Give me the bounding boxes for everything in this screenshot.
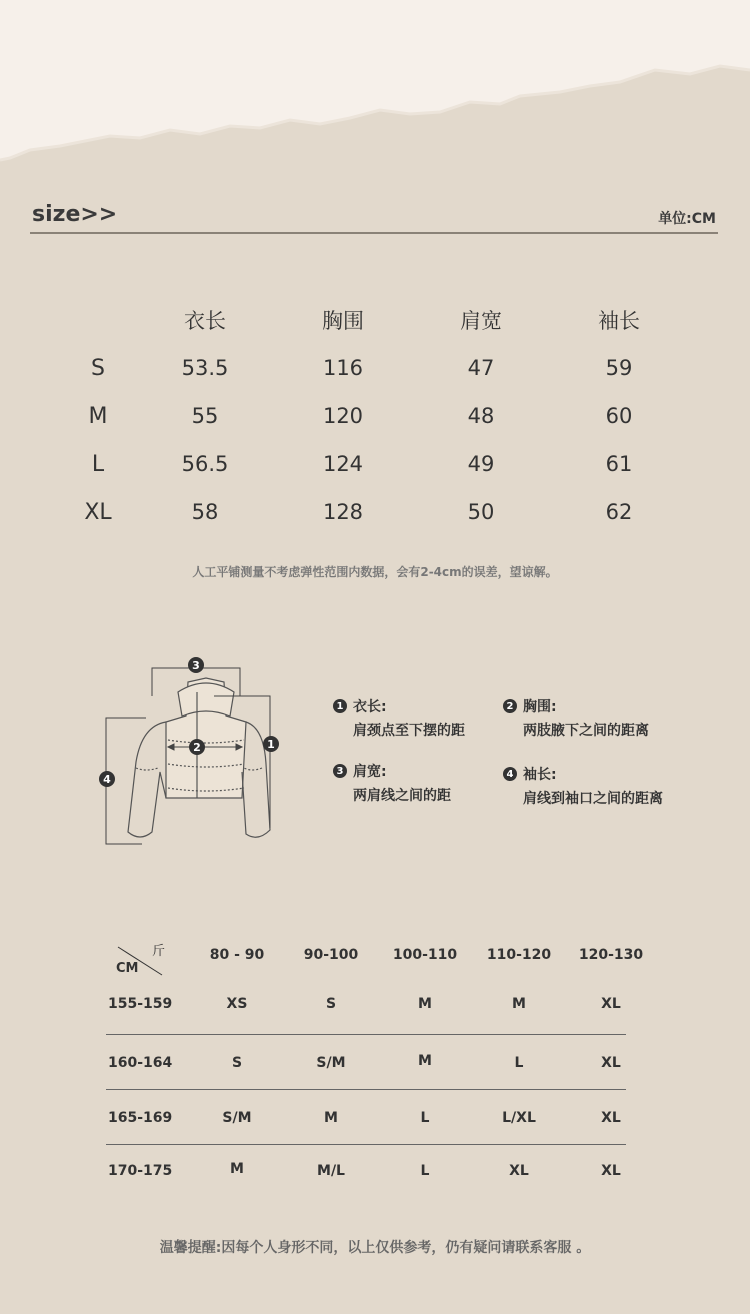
table-cell: L: [420, 1110, 430, 1126]
table-cell: 53.5: [181, 356, 229, 380]
height-label: 170-175: [108, 1163, 173, 1179]
height-label: 165-169: [108, 1110, 173, 1126]
table-cell: S: [325, 996, 337, 1012]
size-table-header: [60, 296, 700, 344]
table-cell: 60: [605, 404, 633, 428]
legend-title: 袖长:: [523, 767, 557, 783]
table-cell: M/L: [317, 1163, 345, 1179]
legend-item-shoulder: [333, 761, 451, 805]
col-header: 衣长: [184, 309, 226, 333]
marker-3: 3: [192, 659, 200, 672]
size-recommendation-table: [106, 935, 644, 1199]
table-cell: M: [230, 1161, 244, 1177]
legend-title: 胸围:: [523, 699, 557, 715]
table-cell: 48: [467, 404, 495, 428]
table-cell: XL: [509, 1163, 529, 1179]
marker-2: 2: [193, 741, 201, 754]
size-label: M: [88, 403, 108, 429]
corner-bottom-label: CM: [116, 961, 139, 976]
measurement-note: 人工平铺测量不考虑弹性范围内数据，会有2-4cm的误差，望谅解。: [192, 565, 558, 579]
table-cell: 56.5: [181, 452, 229, 476]
col-header: 肩宽: [460, 309, 502, 333]
table-row: [106, 1145, 626, 1199]
table-cell: 59: [605, 356, 633, 380]
legend-item-sleeve: [503, 764, 663, 808]
col-header: 胸围: [322, 309, 364, 333]
chart-header: [106, 935, 644, 980]
corner-top-label: 斤: [152, 944, 166, 959]
table-cell: XS: [226, 996, 248, 1012]
table-row: [106, 980, 626, 1035]
table-row: [60, 392, 700, 440]
table-row: [60, 440, 700, 488]
table-row: [106, 1090, 626, 1145]
weight-col: 100-110: [392, 947, 458, 963]
table-cell: 62: [605, 500, 633, 524]
marker-1: 1: [267, 738, 275, 751]
unit-label: 单位:CM: [658, 211, 716, 227]
reminder-footer: 温馨提醒:因每个人身形不同，以上仅供参考，仍有疑问请联系客服 。: [159, 1240, 591, 1256]
height-label: 160-164: [108, 1055, 173, 1071]
weight-col: 120-130: [578, 947, 644, 963]
table-cell: 128: [322, 500, 364, 524]
legend-desc: 肩颈点至下摆的距: [353, 723, 465, 739]
badge-4: 4: [503, 767, 517, 781]
table-cell: 61: [605, 452, 633, 476]
table-cell: S/M: [316, 1055, 346, 1071]
corner-diagonal: [106, 935, 176, 980]
table-cell: XL: [601, 1110, 621, 1126]
table-cell: M: [324, 1110, 338, 1126]
legend-desc: 肩线到袖口之间的距离: [523, 791, 663, 807]
weight-col: 90-100: [303, 947, 359, 963]
legend-desc: 两肩线之间的距: [353, 788, 451, 804]
badge-3: 3: [333, 764, 347, 778]
badge-1: 1: [333, 699, 347, 713]
table-cell: M: [512, 996, 526, 1012]
table-cell: XL: [601, 1163, 621, 1179]
size-label: S: [91, 355, 105, 381]
table-cell: 120: [322, 404, 364, 428]
table-row: [106, 1035, 626, 1090]
table-row: [60, 344, 700, 392]
table-cell: 55: [191, 404, 219, 428]
legend-item-length: [333, 696, 465, 740]
table-cell: 50: [467, 500, 495, 524]
table-cell: L: [514, 1055, 524, 1071]
size-header: [30, 200, 718, 234]
weight-col: 80 - 90: [209, 947, 265, 963]
legend-title: 衣长:: [353, 699, 387, 715]
size-table: [60, 296, 700, 536]
weight-col: 110-120: [486, 947, 552, 963]
size-label: XL: [84, 499, 112, 525]
table-cell: XL: [601, 1055, 621, 1071]
badge-2: 2: [503, 699, 517, 713]
table-cell: 116: [322, 356, 364, 380]
table-cell: 124: [322, 452, 364, 476]
table-row: [60, 488, 700, 536]
marker-4: 4: [103, 773, 111, 786]
size-label: L: [91, 451, 105, 477]
table-cell: XL: [601, 996, 621, 1012]
table-cell: L: [420, 1163, 430, 1179]
table-cell: 47: [467, 356, 495, 380]
table-cell: L/XL: [502, 1110, 536, 1126]
legend-title: 肩宽:: [353, 764, 387, 780]
legend-item-chest: [503, 696, 649, 740]
size-title: size>>: [32, 202, 118, 227]
legend-desc: 两肢腋下之间的距离: [523, 723, 649, 739]
table-cell: 49: [467, 452, 495, 476]
height-label: 155-159: [108, 996, 173, 1012]
torn-paper-top: [0, 0, 750, 180]
table-cell: S: [231, 1055, 243, 1071]
table-cell: 58: [191, 500, 219, 524]
table-cell: S/M: [222, 1110, 252, 1126]
jacket-diagram: [96, 652, 296, 852]
table-cell: M: [418, 996, 432, 1012]
table-cell: M: [418, 1053, 432, 1069]
col-header: 袖长: [598, 309, 640, 333]
